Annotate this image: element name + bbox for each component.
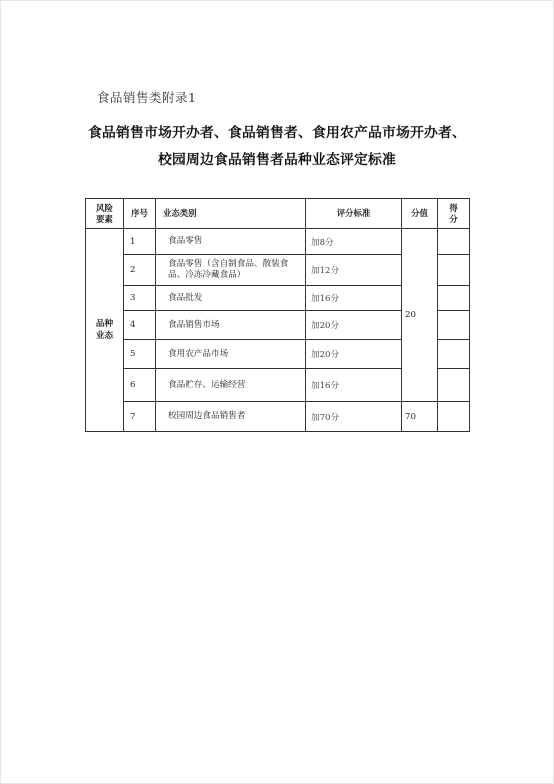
group-score-cell: 20: [402, 229, 438, 402]
row-got-score: [438, 402, 470, 432]
row-seq: 6: [124, 369, 156, 402]
header-category: 业态类别: [156, 199, 306, 229]
row-criteria: 加20分: [306, 340, 402, 369]
row-got-score: [438, 229, 470, 255]
row-criteria: 加70分: [306, 402, 402, 432]
row-criteria: 加16分: [306, 286, 402, 311]
row-score: 70: [402, 402, 438, 432]
header-got-score: 得 分: [438, 199, 470, 229]
rating-standard-table: [85, 198, 470, 432]
row-category: 食品销售市场: [156, 311, 306, 340]
row-criteria: 加16分: [306, 369, 402, 402]
row-got-score: [438, 255, 470, 286]
header-risk-factor: 风险 要素: [86, 199, 124, 229]
header-seq: 序号: [124, 199, 156, 229]
document-title-line-2: 校园周边食品销售者品种业态评定标准: [158, 152, 396, 168]
table-header-row: [86, 199, 470, 229]
row-seq: 4: [124, 311, 156, 340]
row-criteria: 加12分: [306, 255, 402, 286]
document-title-line-1: 食品销售市场开办者、食品销售者、食用农产品市场开办者、: [88, 125, 466, 141]
row-category: 食品批发: [156, 286, 306, 311]
row-seq: 5: [124, 340, 156, 369]
row-got-score: [438, 311, 470, 340]
row-category: 食品零售: [156, 229, 306, 255]
row-got-score: [438, 369, 470, 402]
header-criteria: 评分标准: [306, 199, 402, 229]
row-category: 食品贮存、运输经营: [156, 369, 306, 402]
row-seq: 7: [124, 402, 156, 432]
header-score: 分值: [402, 199, 438, 229]
table-row: [86, 402, 470, 432]
row-seq: 2: [124, 255, 156, 286]
risk-factor-cell: 品种 业态: [86, 229, 124, 432]
row-got-score: [438, 286, 470, 311]
row-criteria: 加8分: [306, 229, 402, 255]
row-seq: 1: [124, 229, 156, 255]
row-category: 食用农产品市场: [156, 340, 306, 369]
row-category: 食品零售（含自制食品、散装食 品、冷冻冷藏食品）: [156, 255, 306, 286]
row-category: 校园周边食品销售者: [156, 402, 306, 432]
row-seq: 3: [124, 286, 156, 311]
table-row: [86, 229, 470, 255]
row-got-score: [438, 340, 470, 369]
row-criteria: 加20分: [306, 311, 402, 340]
appendix-label: 食品销售类附录1: [97, 90, 197, 105]
